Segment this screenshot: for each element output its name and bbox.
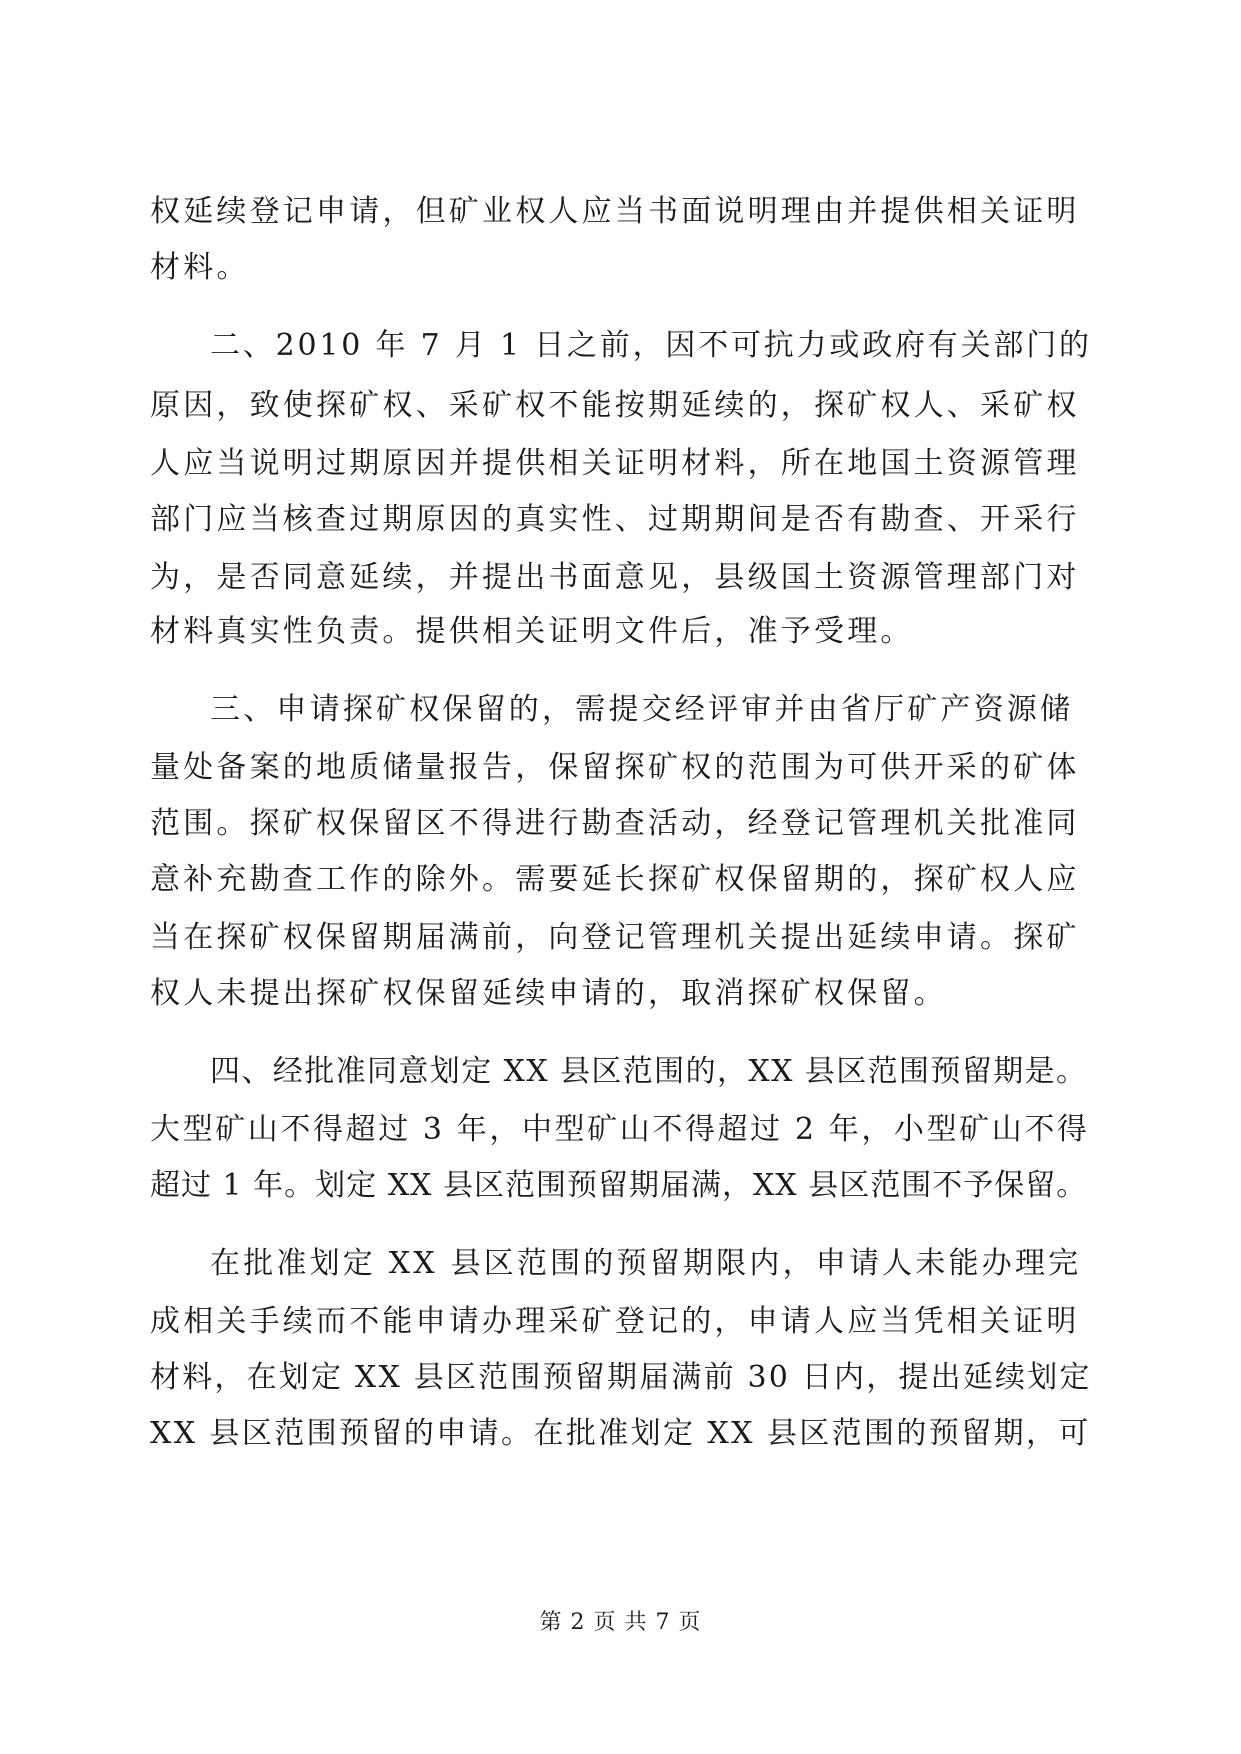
body-line-14: 权人未提出探矿权保留延续申请的，取消探矿权保留。 <box>150 976 947 1011</box>
page-number-footer: 第 2 页 共 7 页 <box>539 1610 702 1635</box>
body-line-6: 部门应当核查过期原因的真实性、过期期间是否有勘查、开采行 <box>150 502 1080 537</box>
body-line-17: 超过 1 年。划定 XX 县区范围预留期届满，XX 县区范围不予保留。 <box>150 1168 1088 1203</box>
body-line-18: 在批准划定 XX 县区范围的预留期限内，申请人未能办理完 <box>210 1246 1082 1281</box>
body-line-13: 当在探矿权保留期届满前，向登记管理机关提出延续申请。探矿 <box>150 920 1080 955</box>
body-line-8: 材料真实性负责。提供相关证明文件后，准予受理。 <box>150 614 914 649</box>
body-line-3: 二、2010 年 7 月 1 日之前，因不可抗力或政府有关部门的 <box>210 328 1092 363</box>
body-line-12: 意补充勘查工作的除外。需要延长探矿权保留期的，探矿权人应 <box>150 862 1080 897</box>
body-line-11: 范围。探矿权保留区不得进行勘查活动，经登记管理机关批准同 <box>150 806 1080 841</box>
body-line-16: 大型矿山不得超过 3 年，中型矿山不得超过 2 年，小型矿山不得 <box>150 1112 1090 1147</box>
body-line-7: 为，是否同意延续，并提出书面意见，县级国土资源管理部门对 <box>150 560 1080 595</box>
body-line-1: 权延续登记申请，但矿业权人应当书面说明理由并提供相关证明 <box>150 194 1080 229</box>
body-line-10: 量处备案的地质储量报告，保留探矿权的范围为可供开采的矿体 <box>150 750 1080 785</box>
body-line-21: XX 县区范围预留的申请。在批准划定 XX 县区范围的预留期，可 <box>150 1416 1091 1451</box>
body-line-5: 人应当说明过期原因并提供相关证明材料，所在地国土资源管理 <box>150 446 1080 481</box>
body-line-4: 原因，致使探矿权、采矿权不能按期延续的，探矿权人、采矿权 <box>150 388 1080 423</box>
body-line-20: 材料，在划定 XX 县区范围预留期届满前 30 日内，提出延续划定 <box>150 1360 1092 1395</box>
body-line-9: 三、申请探矿权保留的，需提交经评审并由省厅矿产资源储 <box>210 692 1074 727</box>
body-line-15: 四、经批准同意划定 XX 县区范围的，XX 县区范围预留期是。 <box>210 1054 1088 1089</box>
body-line-19: 成相关手续而不能申请办理采矿登记的，申请人应当凭相关证明 <box>150 1304 1080 1339</box>
body-line-2: 材料。 <box>150 250 250 285</box>
